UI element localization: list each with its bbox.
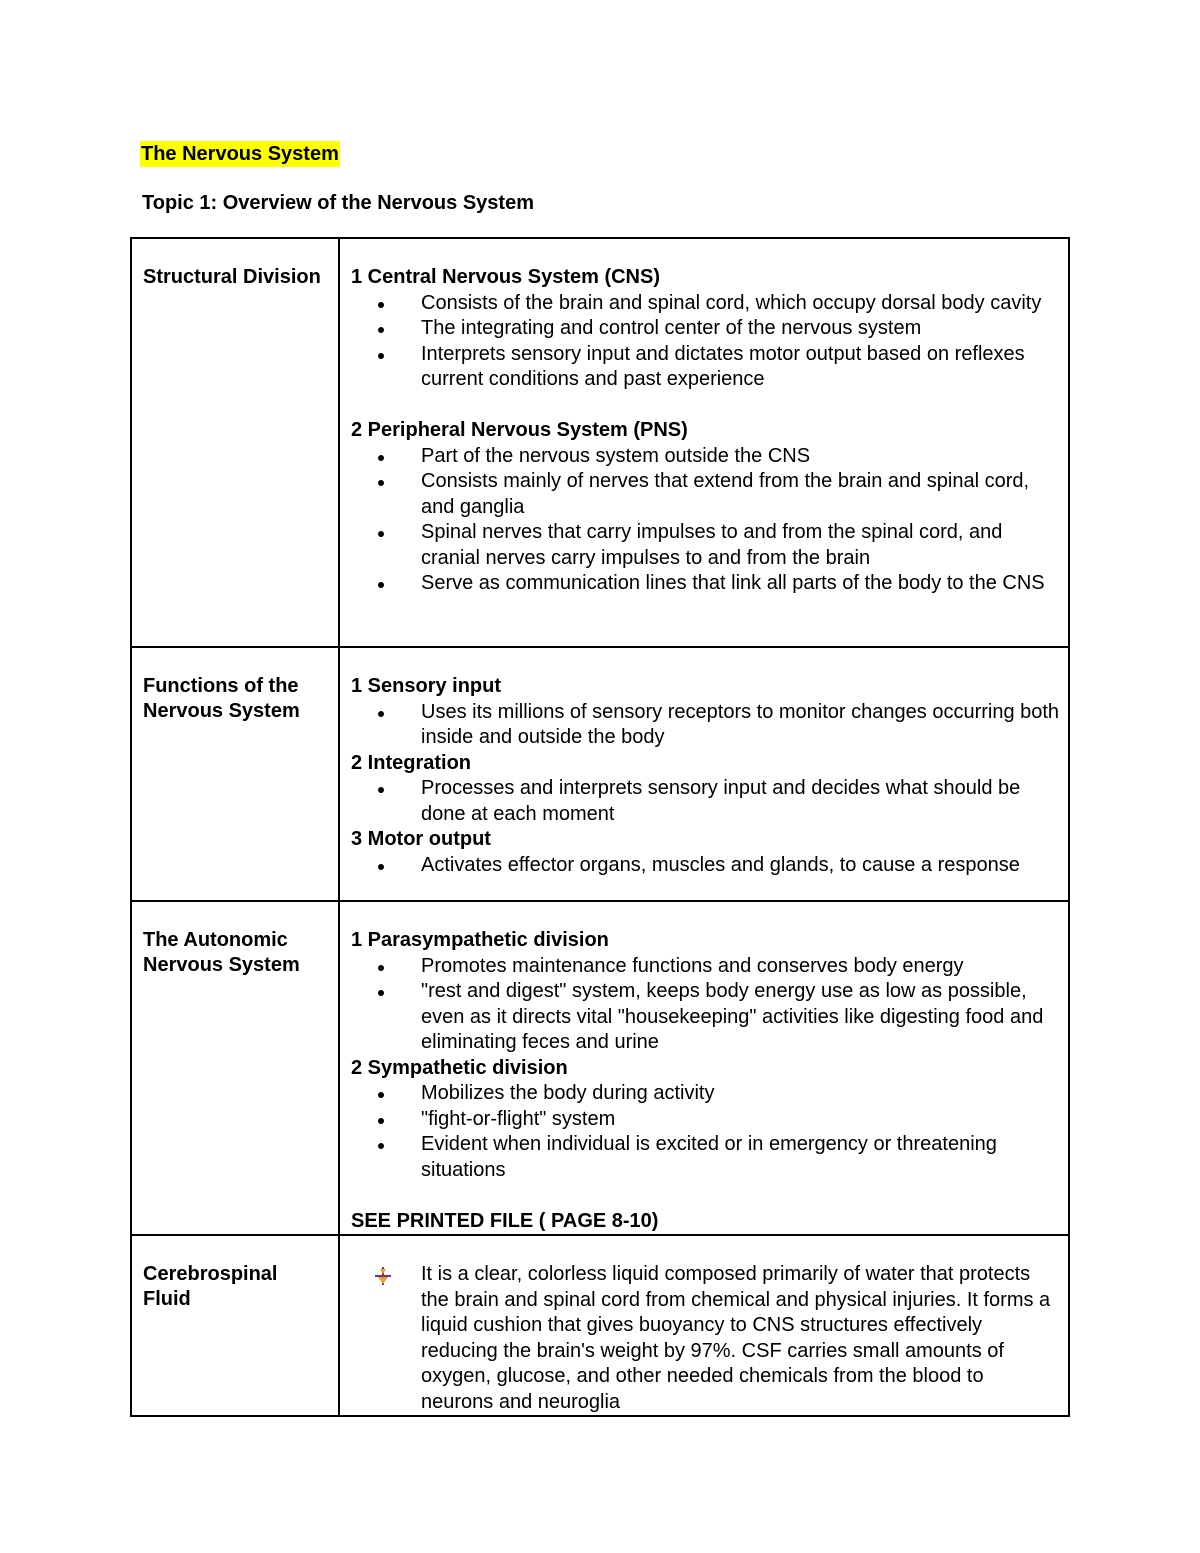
row-content bbox=[339, 1235, 1069, 1416]
bullet-icon bbox=[378, 302, 384, 308]
list-item: Uses its millions of sensory receptors to monitor changes occurring both inside and outside the body bbox=[351, 700, 1060, 751]
section-heading: 1 Central Nervous System (CNS) bbox=[351, 266, 660, 288]
table-row bbox=[131, 238, 1069, 647]
bullet-icon bbox=[378, 990, 384, 996]
bullet-icon bbox=[378, 965, 384, 971]
table-row bbox=[131, 901, 1069, 1235]
list-item: Promotes maintenance functions and conserves body energy bbox=[351, 954, 1060, 980]
printed-file-note: SEE PRINTED FILE ( PAGE 8-10) bbox=[351, 1209, 659, 1232]
section-heading: 2 Peripheral Nervous System (PNS) bbox=[351, 419, 688, 441]
section-heading: 3 Motor output bbox=[351, 828, 491, 850]
bullet-icon bbox=[378, 455, 384, 461]
table-row bbox=[131, 1235, 1069, 1416]
row-label: Functions of the Nervous System bbox=[131, 647, 339, 901]
row-content bbox=[339, 647, 1069, 901]
bullet-icon bbox=[378, 1143, 384, 1149]
bullet-list bbox=[351, 1081, 1060, 1183]
row-content bbox=[339, 901, 1069, 1235]
bullet-icon bbox=[378, 787, 384, 793]
bullet-icon bbox=[378, 531, 384, 537]
bullet-icon bbox=[378, 864, 384, 870]
list-item: Part of the nervous system outside the CNS bbox=[351, 444, 1060, 470]
section-heading: 1 Parasympathetic division bbox=[351, 929, 609, 951]
document-title: The Nervous System bbox=[141, 143, 339, 165]
table-row bbox=[131, 647, 1069, 901]
section-heading: 1 Sensory input bbox=[351, 675, 502, 697]
bullet-list bbox=[351, 444, 1060, 597]
row-label: Cerebrospinal Fluid bbox=[131, 1235, 339, 1416]
bullet-icon bbox=[378, 711, 384, 717]
bullet-list bbox=[351, 954, 1060, 1056]
bullet-list bbox=[351, 291, 1060, 393]
section-heading: 2 Sympathetic division bbox=[351, 1056, 568, 1079]
list-item: "fight-or-flight" system bbox=[351, 1107, 1060, 1133]
list-item: The integrating and control center of the nervous system bbox=[351, 316, 1060, 342]
row-label: Structural Division bbox=[131, 238, 339, 647]
list-item: Evident when individual is excited or in emergency or threatening situations bbox=[351, 1132, 1060, 1183]
list-item: Processes and interprets sensory input and decides what should be done at each moment bbox=[351, 776, 1060, 827]
row-label: The Autonomic Nervous System bbox=[131, 901, 339, 1235]
list-item: "rest and digest" system, keeps body energy use as low as possible, even as it directs vital "housekeeping" activities like digesting food and eliminating feces and urine bbox=[351, 979, 1060, 1056]
list-item: Activates effector organs, muscles and glands, to cause a response bbox=[351, 853, 1060, 879]
bullet-icon bbox=[378, 1092, 384, 1098]
bullet-list bbox=[351, 853, 1060, 879]
list-item: Mobilizes the body during activity bbox=[351, 1081, 1060, 1107]
topic-heading: Topic 1: Overview of the Nervous System bbox=[142, 192, 534, 214]
list-item: Consists of the brain and spinal cord, which occupy dorsal body cavity bbox=[351, 291, 1060, 317]
bullet-icon bbox=[378, 327, 384, 333]
notes-table bbox=[130, 237, 1070, 1417]
arrow-bullet-icon bbox=[373, 1266, 393, 1286]
bullet-list bbox=[351, 776, 1060, 827]
bullet-list bbox=[351, 1262, 1060, 1415]
section-heading: 2 Integration bbox=[351, 751, 472, 774]
row-content bbox=[339, 238, 1069, 647]
bullet-icon bbox=[378, 353, 384, 359]
list-item: Consists mainly of nerves that extend from the brain and spinal cord, and ganglia bbox=[351, 469, 1060, 520]
list-item: It is a clear, colorless liquid composed primarily of water that protects the brain and spinal cord from chemical and physical injuries. It forms a liquid cushion that gives buoyancy to CNS structures effectively reducing the brain's weight by 97%. CSF carries small amounts of oxygen, glucose, and other needed chemicals from the blood to neurons and neuroglia bbox=[351, 1262, 1060, 1415]
list-item: Spinal nerves that carry impulses to and from the spinal cord, and cranial nerves carry impulses to and from the brain bbox=[351, 520, 1060, 571]
bullet-icon bbox=[378, 480, 384, 486]
bullet-icon bbox=[378, 1118, 384, 1124]
list-item: Serve as communication lines that link all parts of the body to the CNS bbox=[351, 571, 1060, 597]
bullet-list bbox=[351, 700, 1060, 751]
list-item: Interprets sensory input and dictates motor output based on reflexes current conditions and past experience bbox=[351, 342, 1060, 393]
bullet-icon bbox=[378, 582, 384, 588]
